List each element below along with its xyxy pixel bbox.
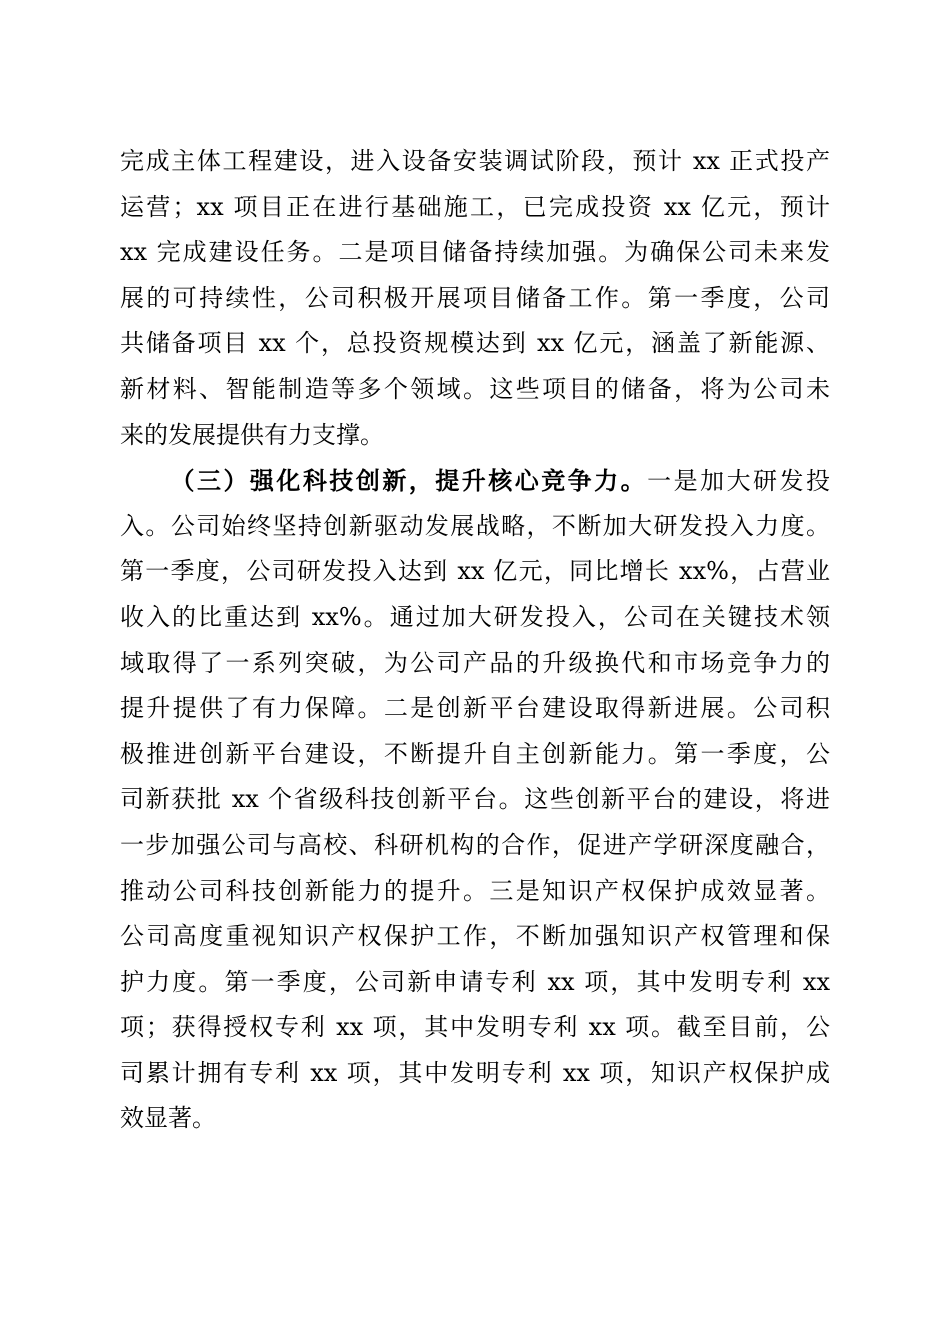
paragraph-2 xyxy=(120,458,830,1142)
text-run: 一是加大研发投 xyxy=(647,467,831,496)
text-line: 护力度。第一季度，公司新申请专利 xx 项，其中发明专利 xx xyxy=(120,967,830,996)
text-line: 入。公司始终坚持创新驱动发展战略，不断加大研发投入力度。 xyxy=(120,511,830,540)
text-line: 共储备项目 xx 个，总投资规模达到 xx 亿元，涵盖了新能源、 xyxy=(120,329,830,358)
paragraph-first-line xyxy=(120,458,830,504)
text-line: 司新获批 xx 个省级科技创新平台。这些创新平台的建设，将进 xyxy=(120,785,830,814)
text-line: 一步加强公司与高校、科研机构的合作，促进产学研深度融合， xyxy=(120,830,830,859)
text-line: 收入的比重达到 xx%。通过加大研发投入，公司在关键技术领 xyxy=(120,602,830,631)
text-line: 项；获得授权专利 xx 项，其中发明专利 xx 项。截至目前，公 xyxy=(120,1013,830,1042)
text-line: 展的可持续性，公司积极开展项目储备工作。第一季度，公司 xyxy=(120,283,830,312)
text-line: 完成主体工程建设，进入设备安装调试阶段，预计 xx 正式投产 xyxy=(120,147,830,175)
text-line: 来的发展提供有力支撑。 xyxy=(120,420,384,449)
text-line: 提升提供了有力保障。二是创新平台建设取得新进展。公司积 xyxy=(120,694,830,723)
text-line: 司累计拥有专利 xx 项，其中发明专利 xx 项，知识产权保护成 xyxy=(120,1058,830,1087)
text-line: 公司高度重视知识产权保护工作，不断加强知识产权管理和保 xyxy=(120,922,830,951)
text-line: 新材料、智能制造等多个领域。这些项目的储备，将为公司未 xyxy=(120,374,830,403)
paragraph-1 xyxy=(120,139,830,458)
body-text xyxy=(120,139,830,1142)
text-line: 极推进创新平台建设，不断提升自主创新能力。第一季度，公 xyxy=(120,739,830,768)
text-line: 第一季度，公司研发投入达到 xx 亿元，同比增长 xx%，占营业 xyxy=(120,557,830,586)
text-line: 运营；xx 项目正在进行基础施工，已完成投资 xx 亿元，预计 xyxy=(120,192,830,221)
text-line: 推动公司科技创新能力的提升。三是知识产权保护成效显著。 xyxy=(120,876,830,905)
section-heading: （三）强化科技创新，提升核心竞争力。 xyxy=(168,466,648,496)
text-line: 效显著。 xyxy=(120,1104,216,1133)
text-line: xx 完成建设任务。二是项目储备持续加强。为确保公司未来发 xyxy=(120,238,830,267)
text-line: 域取得了一系列突破，为公司产品的升级换代和市场竞争力的 xyxy=(120,648,830,677)
